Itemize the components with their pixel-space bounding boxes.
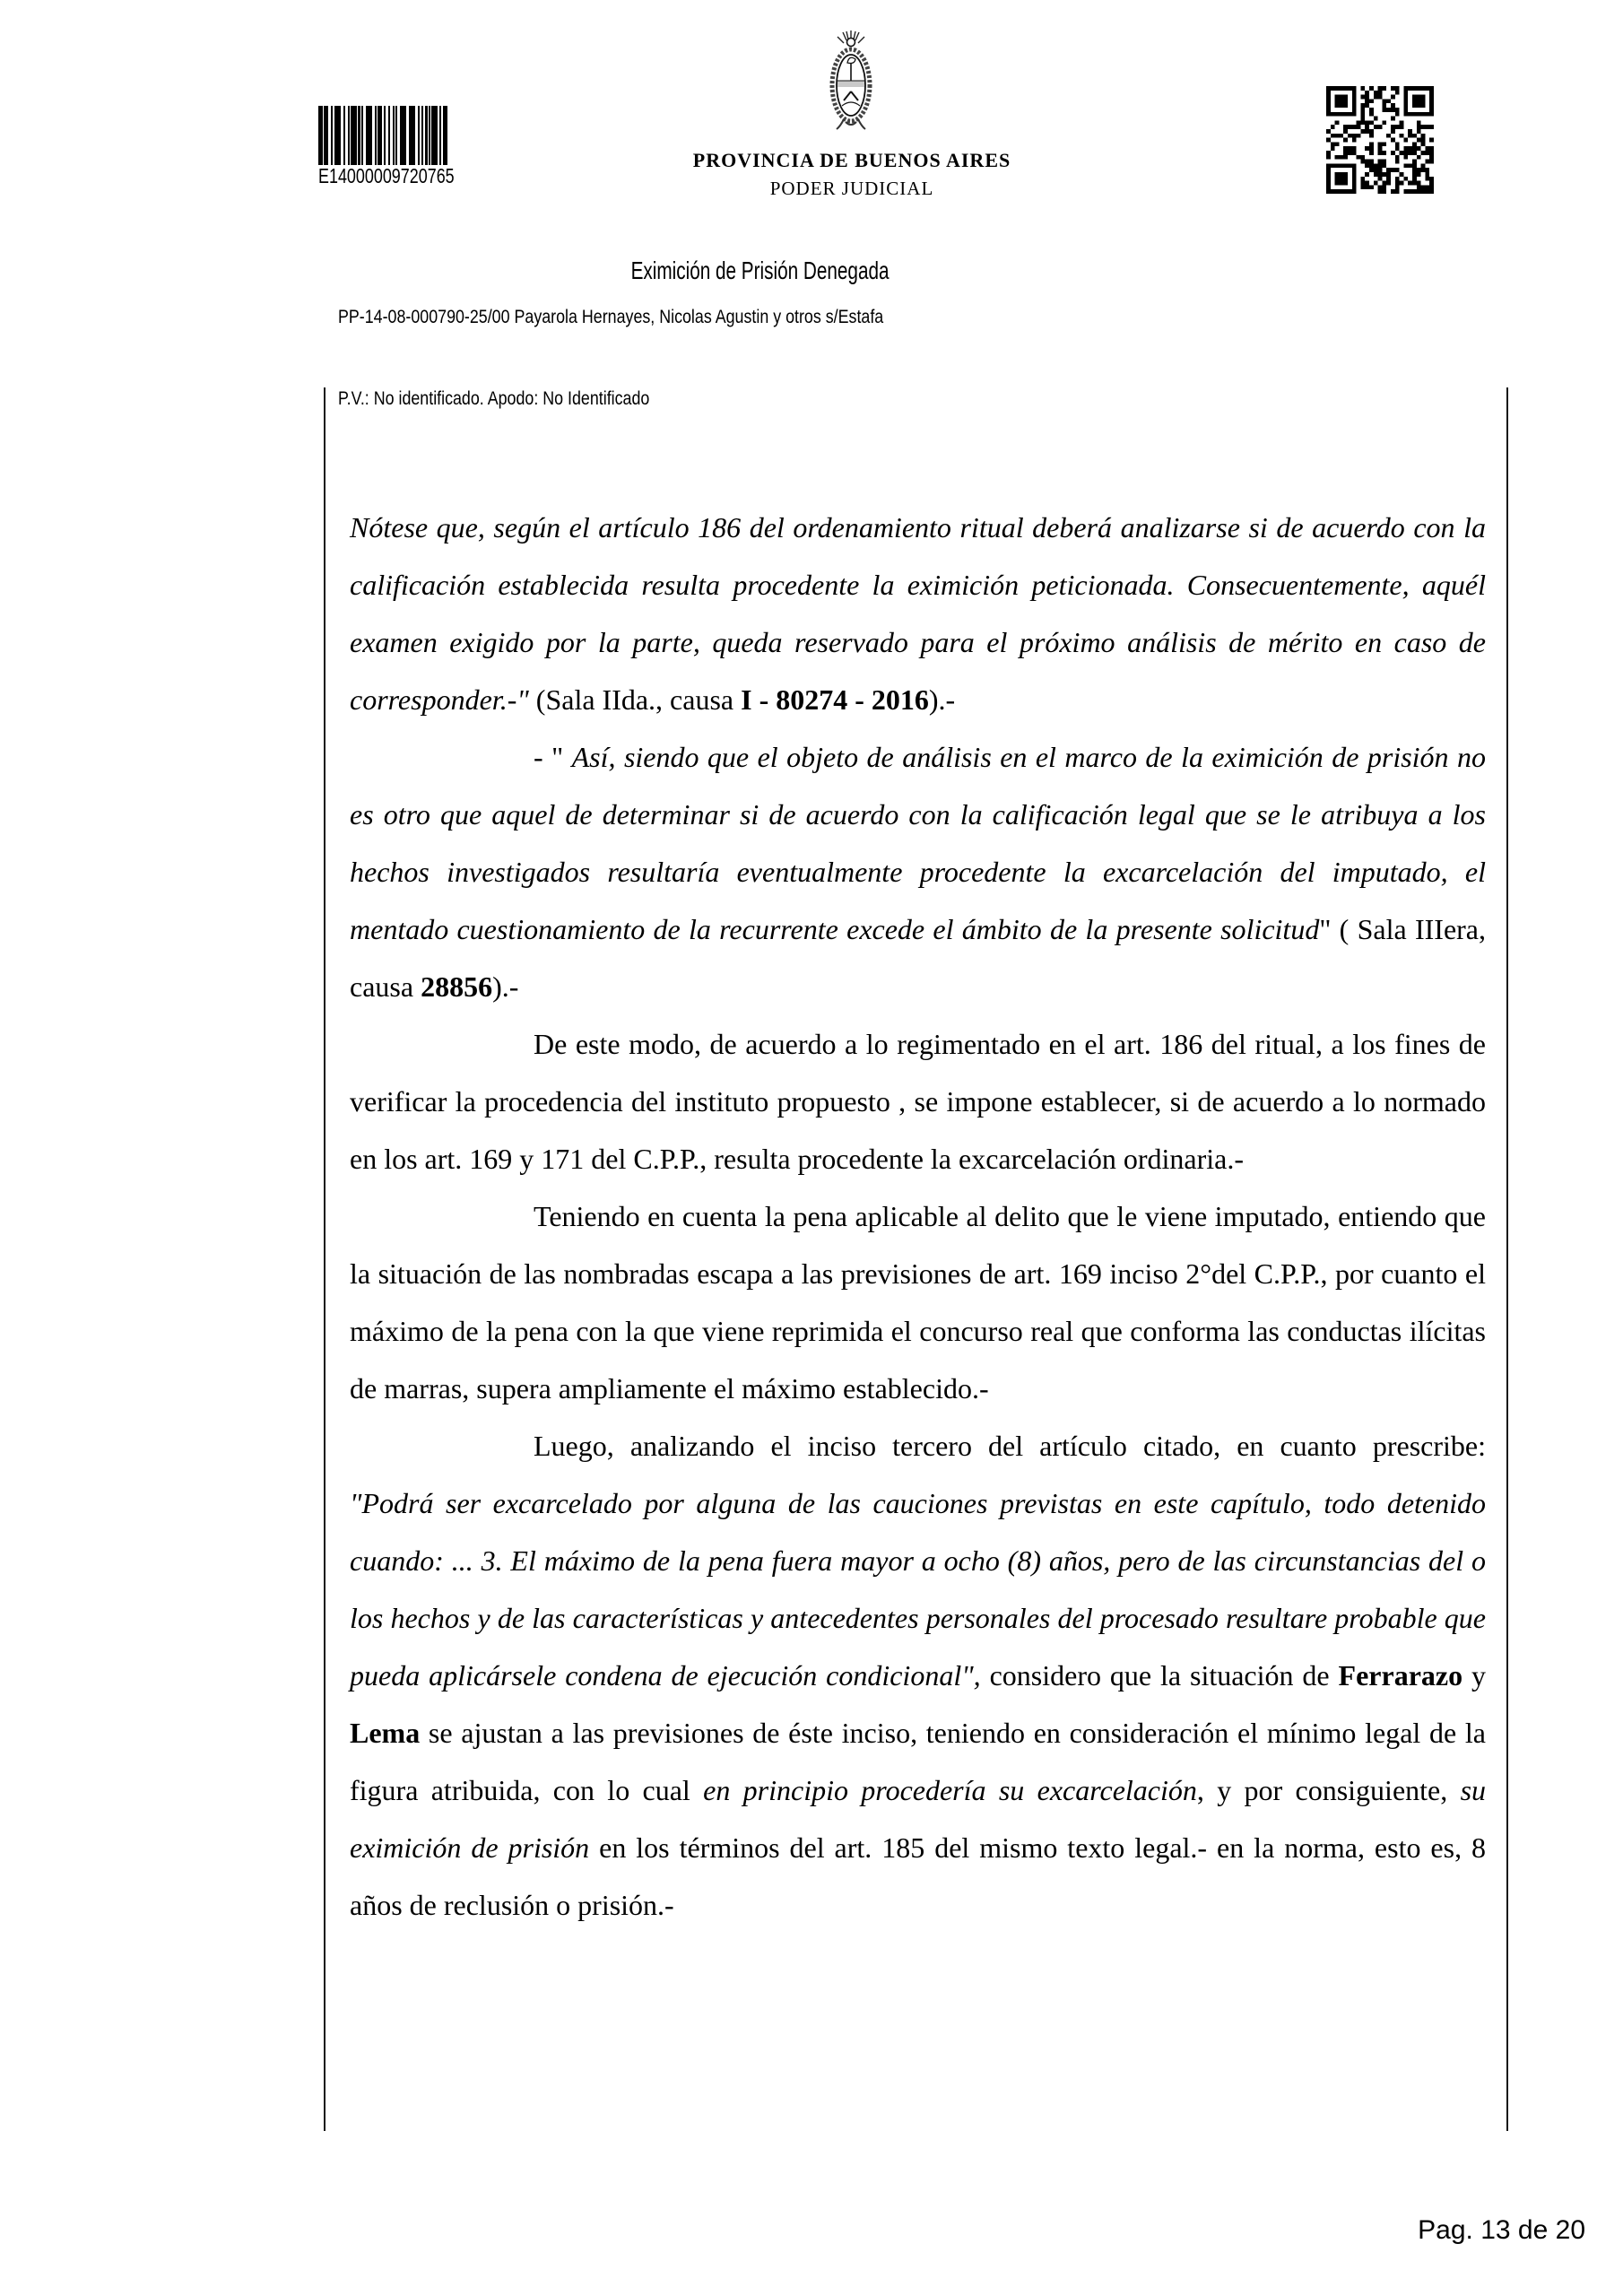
text-segment: en los términos del art. 185 del mismo texto legal.- en la norma, esto es, 8 años de reclusión o prisión.- [350, 1831, 1487, 1921]
paragraph [350, 499, 1486, 728]
text-segment: (Sala IIda., causa [535, 683, 742, 716]
text-segment: ).- [492, 970, 519, 1003]
text-segment: su eximición de prisión [350, 1774, 1487, 1864]
text-segment: Nótese que, según el artículo 186 del ordenamiento ritual deberá analizarse si de acuerdo con la calificación establecida resulta procedente la eximición peticionada. Consecuentemente, aquél examen exigido por la parte, queda reservado para el próximo análisis de mérito en caso de corresponder.-" [350, 511, 1486, 716]
page-number: Pag. 13 de 20 [1418, 2215, 1585, 2245]
text-segment: se ajustan a las previsiones de éste inciso, teniendo en consideración el mínimo legal de la figura atribuida, con lo cual [350, 1717, 1486, 1806]
case-caption-text: PP-14-08-000790-25/00 Payarola Hernayes, Nicolas Agustin y otros s/Estafa [338, 307, 884, 327]
paragraph [350, 1417, 1486, 1934]
text-segment: I - 80274 - 2016 [741, 683, 929, 716]
document-title [312, 257, 1209, 285]
pv-identification-text: P.V.: No identificado. Apodo: No Identificado [338, 388, 650, 409]
header-suborganization: PODER JUDICIAL [769, 178, 934, 199]
paragraph [350, 1015, 1486, 1187]
barcode-value: E14000009720765 [318, 164, 455, 187]
document-title-text: Eximición de Prisión Denegada [631, 257, 890, 284]
barcode-icon [318, 106, 451, 165]
text-segment: De este modo, de acuerdo a lo regimentado en el art. 186 del ritual, a los fines de verificar la procedencia del instituto propuesto , se impone establecer, si de acuerdo a lo normado en los art. 169 y 171 del C.P.P., resulta procedente la excarcelación ordinaria.- [350, 1028, 1486, 1175]
document-body [350, 499, 1486, 1934]
text-segment: , y por consiguiente, [1196, 1774, 1461, 1806]
paragraph [350, 728, 1486, 1015]
qr-code-icon [1326, 86, 1434, 194]
paragraph [350, 1187, 1486, 1417]
text-segment: y [1462, 1659, 1487, 1692]
text-segment: considero que la situación de [980, 1659, 1339, 1692]
text-segment: " ( Sala IIIera, causa [350, 913, 1487, 1003]
header-organization: PROVINCIA DE BUENOS AIRES [692, 149, 1011, 171]
content-frame-right-rule [1506, 387, 1508, 2131]
pv-identification-line [338, 388, 705, 410]
case-caption [338, 307, 980, 328]
barcode [318, 106, 462, 187]
content-frame-left-rule [324, 387, 325, 2131]
coat-of-arms-icon [824, 29, 878, 138]
text-segment: Ferrarazo [1338, 1659, 1463, 1692]
text-segment: Luego, analizando el inciso tercero del artículo citado, en cuanto prescribe: [534, 1430, 1486, 1462]
text-segment: ).- [928, 683, 956, 716]
text-segment: Teniendo en cuenta la pena aplicable al delito que le viene imputado, entiendo que la situación de las nombradas escapa a las previsiones de art. 169 inciso 2°del C.P.P., por cuanto el máximo de la pena con la que viene reprimida el concurso real que conforma las conductas ilícitas de marras, supera ampliamente el máximo establecido.- [350, 1200, 1486, 1405]
text-segment: - " [534, 741, 572, 773]
text-segment: "Podrá ser excarcelado por alguna de las cauciones previstas en este capítulo, todo detenido cuando: ... 3. El máximo de la pena fuera mayor a ocho (8) años, pero de las circunstancias del o los hechos y de las características y antecedentes personales del procesado resultare probable que pueda aplicársele condena de ejecución condicional", [350, 1487, 1486, 1692]
text-segment: Lema [350, 1717, 421, 1749]
text-segment: en principio procedería su excarcelación [703, 1774, 1197, 1806]
text-segment: 28856 [421, 970, 493, 1003]
text-segment: Así, siendo que el objeto de análisis en el marco de la eximición de prisión no es otro que aquel de determinar si de acuerdo con la calificación legal que se le atribuya a los hechos investigados resultaría eventualmente procedente la excarcelación del imputado, el mentado cuestionamiento de la recurrente excede el ámbito de la presente solicitud [350, 741, 1487, 945]
